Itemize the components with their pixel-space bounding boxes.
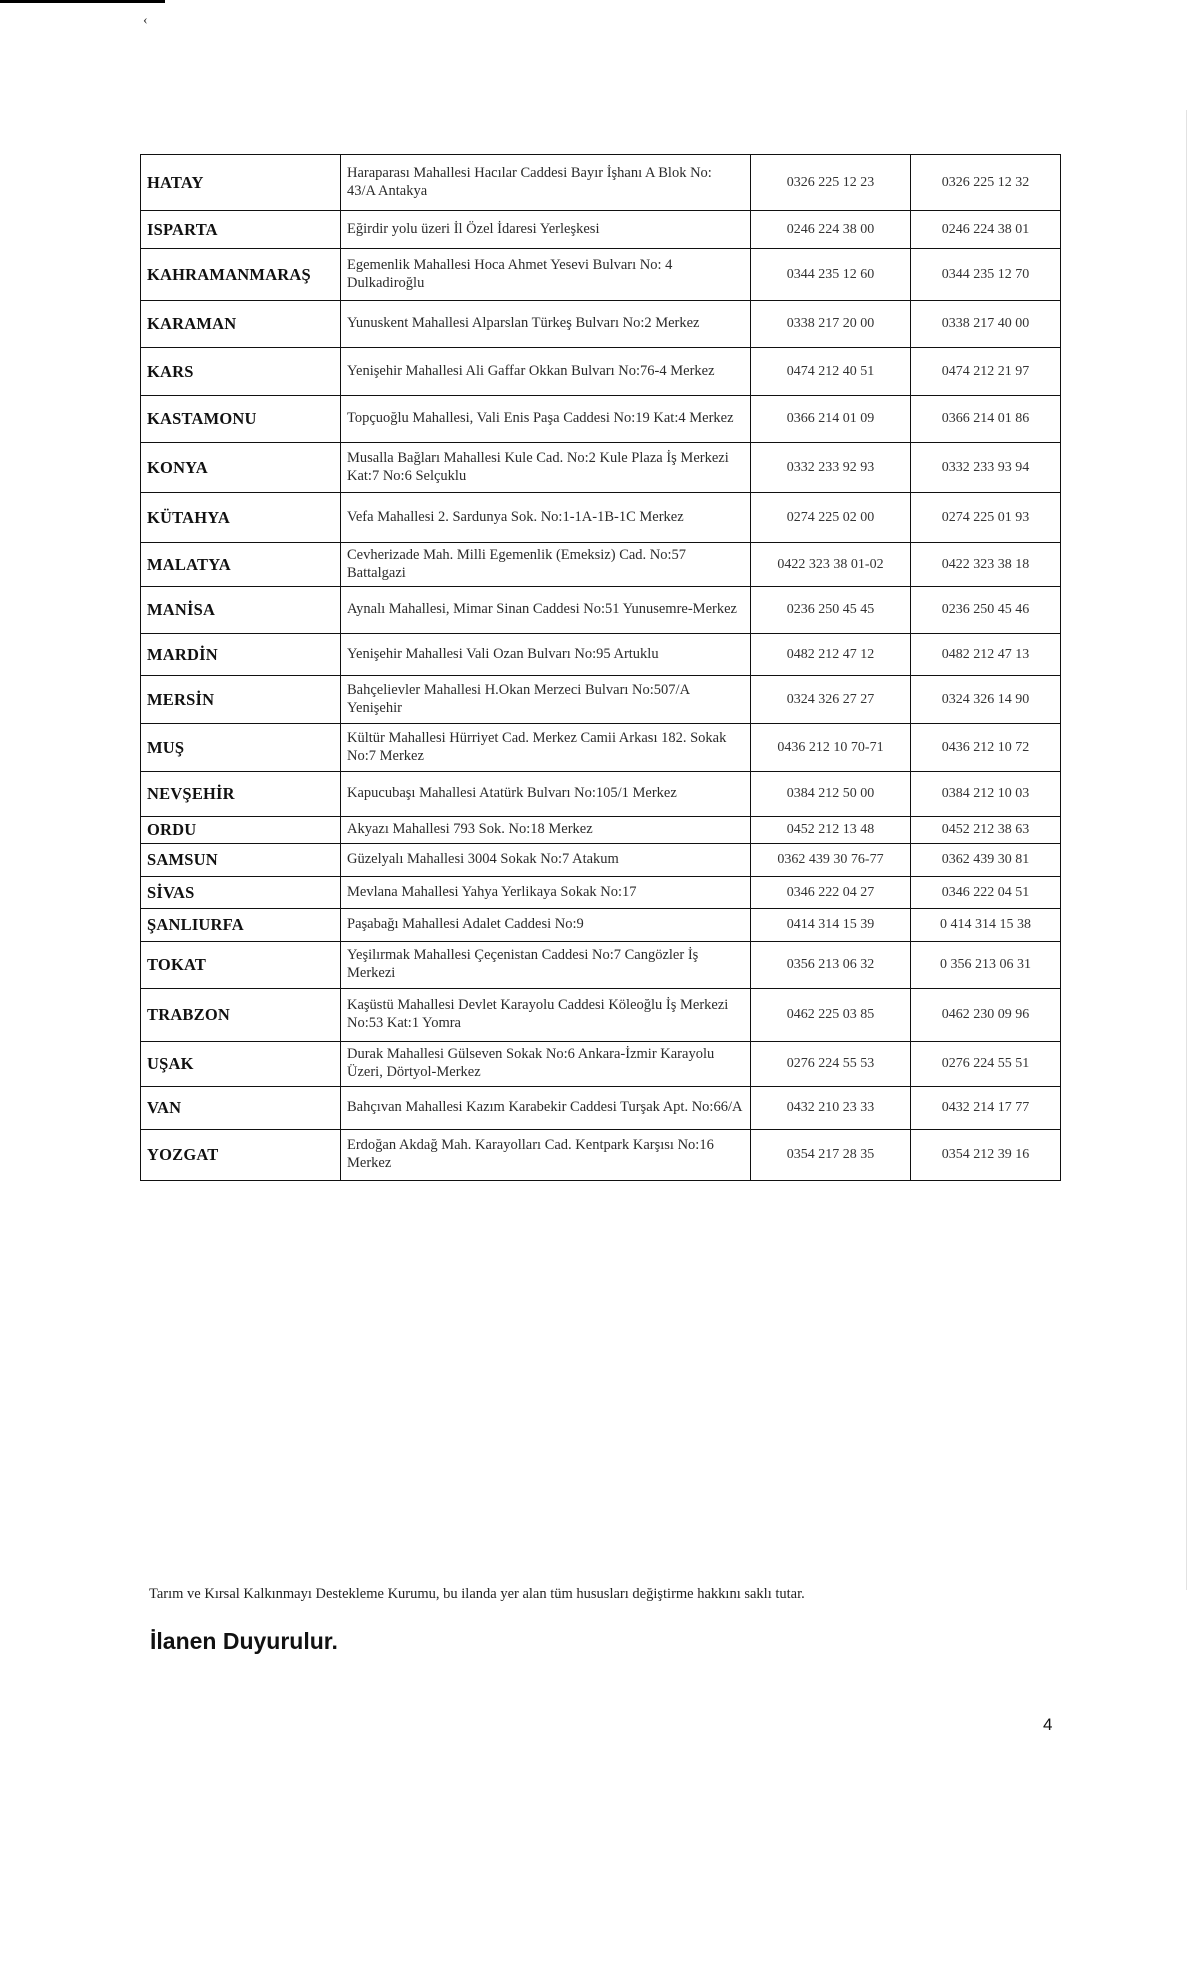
address-cell: Paşabağı Mahallesi Adalet Caddesi No:9 — [341, 909, 751, 942]
address-cell: Akyazı Mahallesi 793 Sok. No:18 Merkez — [341, 817, 751, 844]
address-cell: Kaşüstü Mahallesi Devlet Karayolu Caddesi Köleoğlu İş Merkezi No:53 Kat:1 Yomra — [341, 989, 751, 1042]
address-cell: Yeşilırmak Mahallesi Çeçenistan Caddesi No:7 Cangözler İş Merkezi — [341, 942, 751, 989]
phone-cell: 0414 314 15 39 — [751, 909, 911, 942]
phone-cell: 0432 210 23 33 — [751, 1087, 911, 1130]
fax-cell: 0384 212 10 03 — [911, 772, 1061, 817]
fax-cell: 0422 323 38 18 — [911, 543, 1061, 587]
city-cell: VAN — [141, 1087, 341, 1130]
address-cell: Musalla Bağları Mahallesi Kule Cad. No:2 Kule Plaza İş Merkezi Kat:7 No:6 Selçuklu — [341, 443, 751, 493]
address-cell: Vefa Mahallesi 2. Sardunya Sok. No:1-1A-1B-1C Merkez — [341, 493, 751, 543]
corner-mark: ‹ — [143, 13, 148, 28]
phone-cell: 0332 233 92 93 — [751, 443, 911, 493]
address-cell: Kültür Mahallesi Hürriyet Cad. Merkez Camii Arkası 182. Sokak No:7 Merkez — [341, 724, 751, 772]
city-cell: ISPARTA — [141, 211, 341, 249]
address-cell: Haraparası Mahallesi Hacılar Caddesi Bayır İşhanı A Blok No: 43/A Antakya — [341, 155, 751, 211]
table-row — [141, 942, 1061, 989]
top-rule — [0, 0, 165, 3]
table-row — [141, 211, 1061, 249]
city-cell: MANİSA — [141, 587, 341, 634]
city-cell: KONYA — [141, 443, 341, 493]
table-row — [141, 493, 1061, 543]
phone-cell: 0246 224 38 00 — [751, 211, 911, 249]
address-cell: Bahçelievler Mahallesi H.Okan Merzeci Bulvarı No:507/A Yenişehir — [341, 676, 751, 724]
table-row — [141, 772, 1061, 817]
city-cell: TRABZON — [141, 989, 341, 1042]
phone-cell: 0236 250 45 45 — [751, 587, 911, 634]
phone-cell: 0354 217 28 35 — [751, 1130, 911, 1181]
city-cell: UŞAK — [141, 1042, 341, 1087]
address-cell: Durak Mahallesi Gülseven Sokak No:6 Ankara-İzmir Karayolu Üzeri, Dörtyol-Merkez — [341, 1042, 751, 1087]
city-cell: YOZGAT — [141, 1130, 341, 1181]
phone-cell: 0338 217 20 00 — [751, 301, 911, 348]
table-row — [141, 877, 1061, 909]
phone-cell: 0474 212 40 51 — [751, 348, 911, 396]
phone-cell: 0422 323 38 01-02 — [751, 543, 911, 587]
table-row — [141, 1087, 1061, 1130]
address-cell: Yenişehir Mahallesi Ali Gaffar Okkan Bulvarı No:76-4 Merkez — [341, 348, 751, 396]
city-cell: KAHRAMANMARAŞ — [141, 249, 341, 301]
office-table-body — [141, 155, 1061, 1181]
address-cell: Topçuoğlu Mahallesi, Vali Enis Paşa Caddesi No:19 Kat:4 Merkez — [341, 396, 751, 443]
city-cell: ŞANLIURFA — [141, 909, 341, 942]
address-cell: Kapucubaşı Mahallesi Atatürk Bulvarı No:105/1 Merkez — [341, 772, 751, 817]
address-cell: Güzelyalı Mahallesi 3004 Sokak No:7 Atakum — [341, 844, 751, 877]
table-row — [141, 1130, 1061, 1181]
address-cell: Aynalı Mahallesi, Mimar Sinan Caddesi No:51 Yunusemre-Merkez — [341, 587, 751, 634]
phone-cell: 0356 213 06 32 — [751, 942, 911, 989]
address-cell: Yunuskent Mahallesi Alparslan Türkeş Bulvarı No:2 Merkez — [341, 301, 751, 348]
phone-cell: 0482 212 47 12 — [751, 634, 911, 676]
fax-cell: 0 414 314 15 38 — [911, 909, 1061, 942]
fax-cell: 0344 235 12 70 — [911, 249, 1061, 301]
city-cell: KASTAMONU — [141, 396, 341, 443]
table-row — [141, 249, 1061, 301]
phone-cell: 0344 235 12 60 — [751, 249, 911, 301]
table-row — [141, 817, 1061, 844]
table-row — [141, 634, 1061, 676]
office-contact-table — [140, 154, 1061, 1181]
fax-cell: 0332 233 93 94 — [911, 443, 1061, 493]
city-cell: TOKAT — [141, 942, 341, 989]
city-cell: SİVAS — [141, 877, 341, 909]
fax-cell: 0246 224 38 01 — [911, 211, 1061, 249]
city-cell: KARAMAN — [141, 301, 341, 348]
phone-cell: 0274 225 02 00 — [751, 493, 911, 543]
fax-cell: 0346 222 04 51 — [911, 877, 1061, 909]
footer-note: Tarım ve Kırsal Kalkınmayı Destekleme Kurumu, bu ilanda yer alan tüm hususları değiştirme hakkını saklı tutar. — [149, 1586, 805, 1602]
fax-cell: 0432 214 17 77 — [911, 1087, 1061, 1130]
table-row — [141, 543, 1061, 587]
city-cell: ORDU — [141, 817, 341, 844]
city-cell: MUŞ — [141, 724, 341, 772]
closing-statement: İlanen Duyurulur. — [150, 1628, 338, 1654]
table-row — [141, 348, 1061, 396]
table-row — [141, 844, 1061, 877]
fax-cell: 0338 217 40 00 — [911, 301, 1061, 348]
city-cell: SAMSUN — [141, 844, 341, 877]
fax-cell: 0474 212 21 97 — [911, 348, 1061, 396]
city-cell: KÜTAHYA — [141, 493, 341, 543]
city-cell: MERSİN — [141, 676, 341, 724]
fax-cell: 0274 225 01 93 — [911, 493, 1061, 543]
table-row — [141, 587, 1061, 634]
fax-cell: 0276 224 55 51 — [911, 1042, 1061, 1087]
address-cell: Eğirdir yolu üzeri İl Özel İdaresi Yerleşkesi — [341, 211, 751, 249]
fax-cell: 0452 212 38 63 — [911, 817, 1061, 844]
address-cell: Mevlana Mahallesi Yahya Yerlikaya Sokak No:17 — [341, 877, 751, 909]
phone-cell: 0346 222 04 27 — [751, 877, 911, 909]
phone-cell: 0462 225 03 85 — [751, 989, 911, 1042]
fax-cell: 0 356 213 06 31 — [911, 942, 1061, 989]
table-row — [141, 396, 1061, 443]
address-cell: Yenişehir Mahallesi Vali Ozan Bulvarı No:95 Artuklu — [341, 634, 751, 676]
address-cell: Egemenlik Mahallesi Hoca Ahmet Yesevi Bulvarı No: 4 Dulkadiroğlu — [341, 249, 751, 301]
phone-cell: 0452 212 13 48 — [751, 817, 911, 844]
table-row — [141, 155, 1061, 211]
page-number: 4 — [1043, 1715, 1053, 1734]
address-cell: Cevherizade Mah. Milli Egemenlik (Emeksiz) Cad. No:57 Battalgazi — [341, 543, 751, 587]
table-row — [141, 724, 1061, 772]
table-row — [141, 1042, 1061, 1087]
fax-cell: 0236 250 45 46 — [911, 587, 1061, 634]
table-row — [141, 301, 1061, 348]
city-cell: MARDİN — [141, 634, 341, 676]
fax-cell: 0354 212 39 16 — [911, 1130, 1061, 1181]
scan-edge-line — [1186, 110, 1187, 1590]
phone-cell: 0326 225 12 23 — [751, 155, 911, 211]
city-cell: KARS — [141, 348, 341, 396]
table-row — [141, 989, 1061, 1042]
city-cell: NEVŞEHİR — [141, 772, 341, 817]
fax-cell: 0462 230 09 96 — [911, 989, 1061, 1042]
phone-cell: 0384 212 50 00 — [751, 772, 911, 817]
address-cell: Bahçıvan Mahallesi Kazım Karabekir Caddesi Turşak Apt. No:66/A — [341, 1087, 751, 1130]
phone-cell: 0436 212 10 70-71 — [751, 724, 911, 772]
city-cell: HATAY — [141, 155, 341, 211]
fax-cell: 0436 212 10 72 — [911, 724, 1061, 772]
fax-cell: 0326 225 12 32 — [911, 155, 1061, 211]
phone-cell: 0362 439 30 76-77 — [751, 844, 911, 877]
address-cell: Erdoğan Akdağ Mah. Karayolları Cad. Kentpark Karşısı No:16 Merkez — [341, 1130, 751, 1181]
city-cell: MALATYA — [141, 543, 341, 587]
fax-cell: 0324 326 14 90 — [911, 676, 1061, 724]
table-row — [141, 909, 1061, 942]
fax-cell: 0482 212 47 13 — [911, 634, 1061, 676]
table-row — [141, 443, 1061, 493]
phone-cell: 0276 224 55 53 — [751, 1042, 911, 1087]
fax-cell: 0362 439 30 81 — [911, 844, 1061, 877]
fax-cell: 0366 214 01 86 — [911, 396, 1061, 443]
table-row — [141, 676, 1061, 724]
phone-cell: 0366 214 01 09 — [751, 396, 911, 443]
phone-cell: 0324 326 27 27 — [751, 676, 911, 724]
